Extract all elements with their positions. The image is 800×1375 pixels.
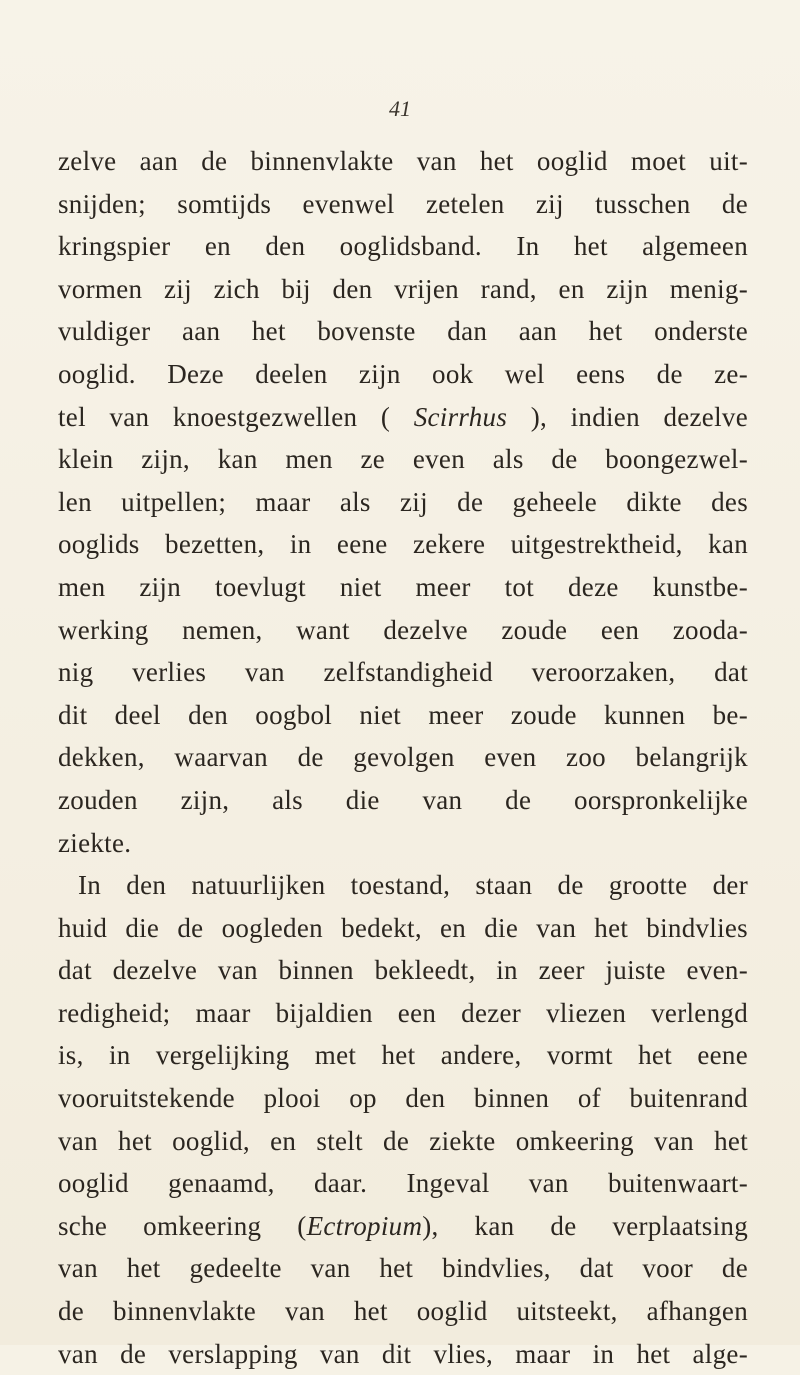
page-number: 41 xyxy=(389,96,411,121)
body-text xyxy=(58,140,748,1375)
paragraph-start-line: In den natuurlijken toestand, staan de grootte der xyxy=(78,870,748,901)
text-line: kringspier en den ooglidsband. In het algemeen xyxy=(58,231,748,262)
text-line: ooglid genaamd, daar. Ingeval van buitenwaart- xyxy=(58,1168,748,1199)
text-line: men zijn toevlugt niet meer tot deze kunstbe- xyxy=(58,571,748,602)
text-line: van het ooglid, en stelt de ziekte omkeering van het xyxy=(58,1125,748,1156)
text-line: van het gedeelte van het bindvlies, dat voor de xyxy=(58,1253,748,1284)
text-line: zelve aan de binnenvlakte van het ooglid moet uit- xyxy=(58,146,748,176)
text-line: huid die de oogleden bedekt, en die van het bindvlies xyxy=(58,912,748,943)
text-line: dekken, waarvan de gevolgen even zoo belangrijk xyxy=(58,742,748,773)
text-line: zouden zijn, als die van de oorspronkelijke xyxy=(58,784,748,815)
text-line: klein zijn, kan men ze even als de boongezwel- xyxy=(58,444,748,475)
text-line: dit deel den oogbol niet meer zoude kunnen be- xyxy=(58,699,748,730)
text-line: ooglid. Deze deelen zijn ook wel eens de ze- xyxy=(58,358,748,389)
text-line: is, in vergelijking met het andere, vormt het eene xyxy=(58,1040,748,1071)
text-line: vuldiger aan het bovenste dan aan het onderste xyxy=(58,316,748,347)
text-line: dat dezelve van binnen bekleedt, in zeer juiste even- xyxy=(58,955,748,986)
text-line: de binnenvlakte van het ooglid uitsteekt, afhangen xyxy=(58,1296,748,1327)
text-line: redigheid; maar bijaldien een dezer vliezen verlengd xyxy=(58,997,748,1028)
text-line: snijden; somtijds evenwel zetelen zij tusschen de xyxy=(58,188,748,219)
text-line: sche omkeering (Ectropium), kan de verplaatsing xyxy=(58,1210,749,1241)
text-line: ziekte. xyxy=(58,827,132,858)
text-line: van de verslapping van dit vlies, maar in het alge- xyxy=(58,1338,748,1369)
text-line: tel van knoestgezwellen ( Scirrhus ), indien dezelve xyxy=(58,401,748,432)
text-line: nig verlies van zelfstandigheid veroorzaken, dat xyxy=(58,657,748,688)
text-line: ooglids bezetten, in eene zekere uitgestrektheid, kan xyxy=(58,529,748,560)
text-line: len uitpellen; maar als zij de geheele dikte des xyxy=(58,486,748,517)
text-line: vooruitstekende plooi op den binnen of buitenrand xyxy=(58,1083,748,1114)
text-line: vormen zij zich bij den vrijen rand, en zijn menig- xyxy=(58,273,748,304)
text-line: werking nemen, want dezelve zoude een zooda- xyxy=(58,614,748,645)
